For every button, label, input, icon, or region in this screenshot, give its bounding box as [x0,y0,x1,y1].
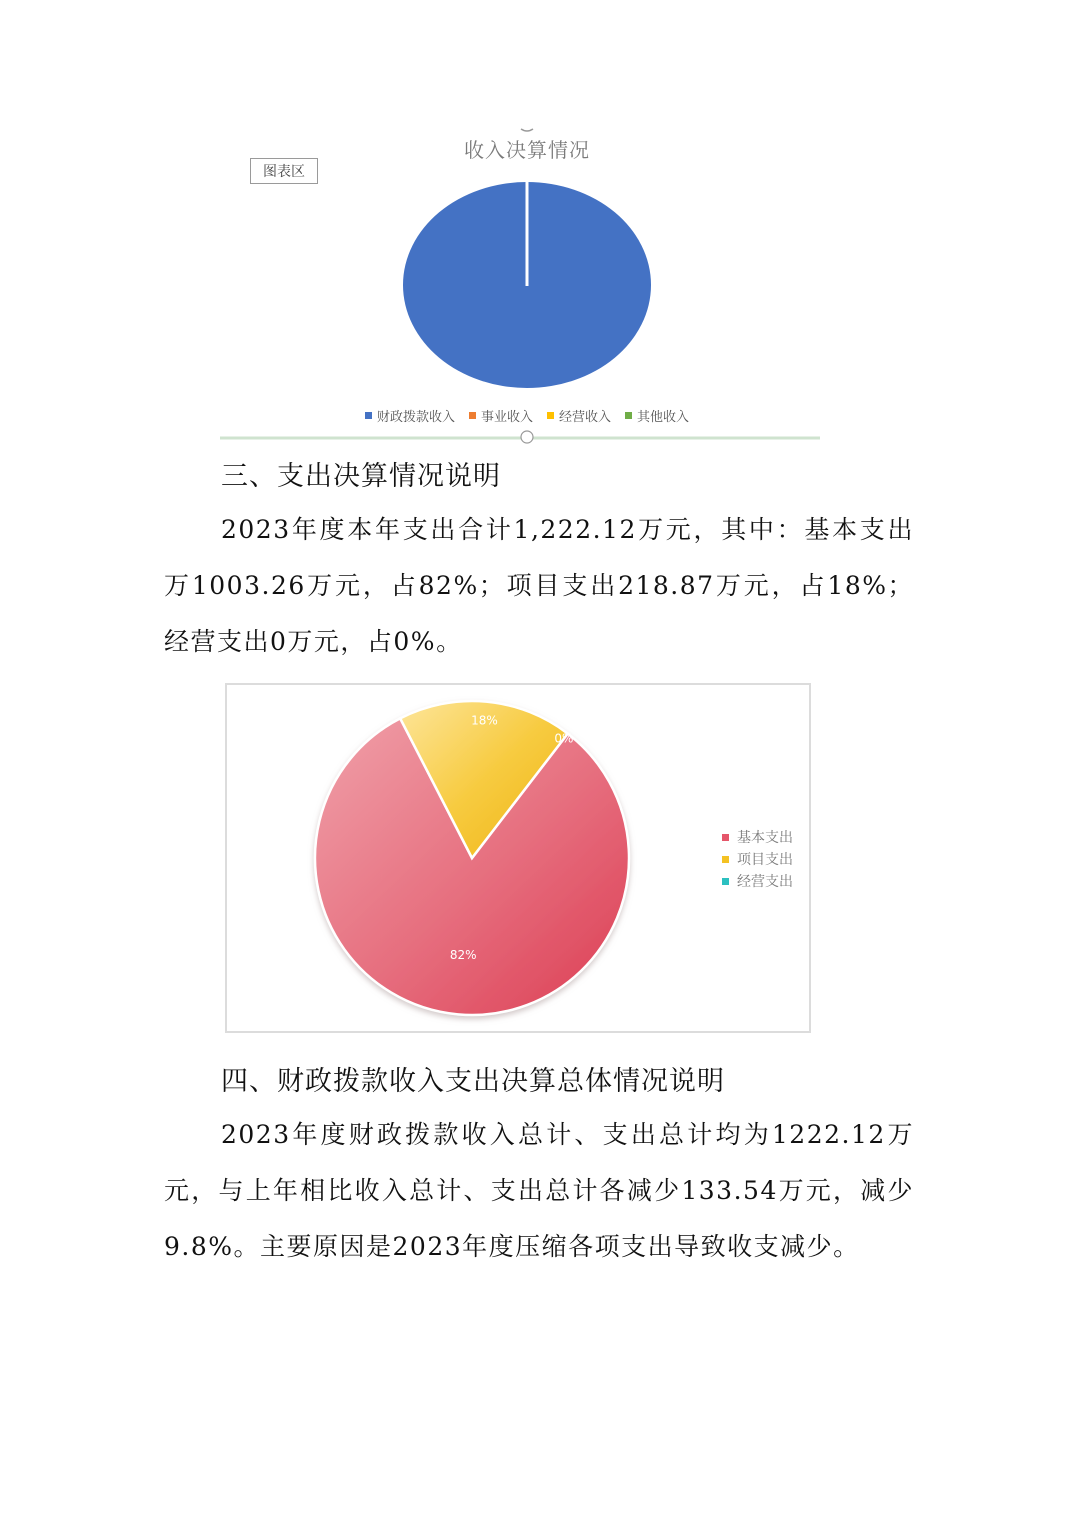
income-chart-title: 收入决算情况 [464,138,590,162]
legend-item [722,848,793,870]
legend-label: 经营收入 [559,410,612,425]
chart-area-tag[interactable]: 图表区 [250,158,318,184]
pie-data-label: 18% [471,713,498,728]
legend-label: 财政拨款收入 [376,410,455,425]
expense-legend [722,826,793,892]
legend-item [722,870,793,892]
section-heading: 三、支出决算情况说明 [221,461,501,492]
pie-data-label: 82% [449,947,477,962]
section-heading: 四、财政拨款收入支出决算总体情况说明 [221,1066,725,1097]
legend-swatch-icon [722,834,729,841]
legend-item [722,826,793,848]
legend-swatch-icon [722,878,729,885]
section-paragraph: 2023年度本年支出合计1,222.12万元，其中：基本支出万1003.26万元，占82%；项目支出218.87万元，占18%；经营支出0万元，占0%。 [164,515,914,656]
legend-label: 事业收入 [480,410,533,425]
legend-label: 经营支出 [737,874,793,890]
pie-data-label: 0% [554,731,574,746]
legend-label: 基本支出 [737,830,793,846]
legend-swatch-icon [722,856,729,863]
legend-label: 其他收入 [637,410,690,425]
legend-label: 项目支出 [737,852,793,868]
section-paragraph: 2023年度财政拨款收入总计、支出总计均为1222.12万元，与上年相比收入总计、支出总计各减少133.54万元，减少9.8%。主要原因是2023年度压缩各项支出导致收支减少。 [164,1120,914,1261]
